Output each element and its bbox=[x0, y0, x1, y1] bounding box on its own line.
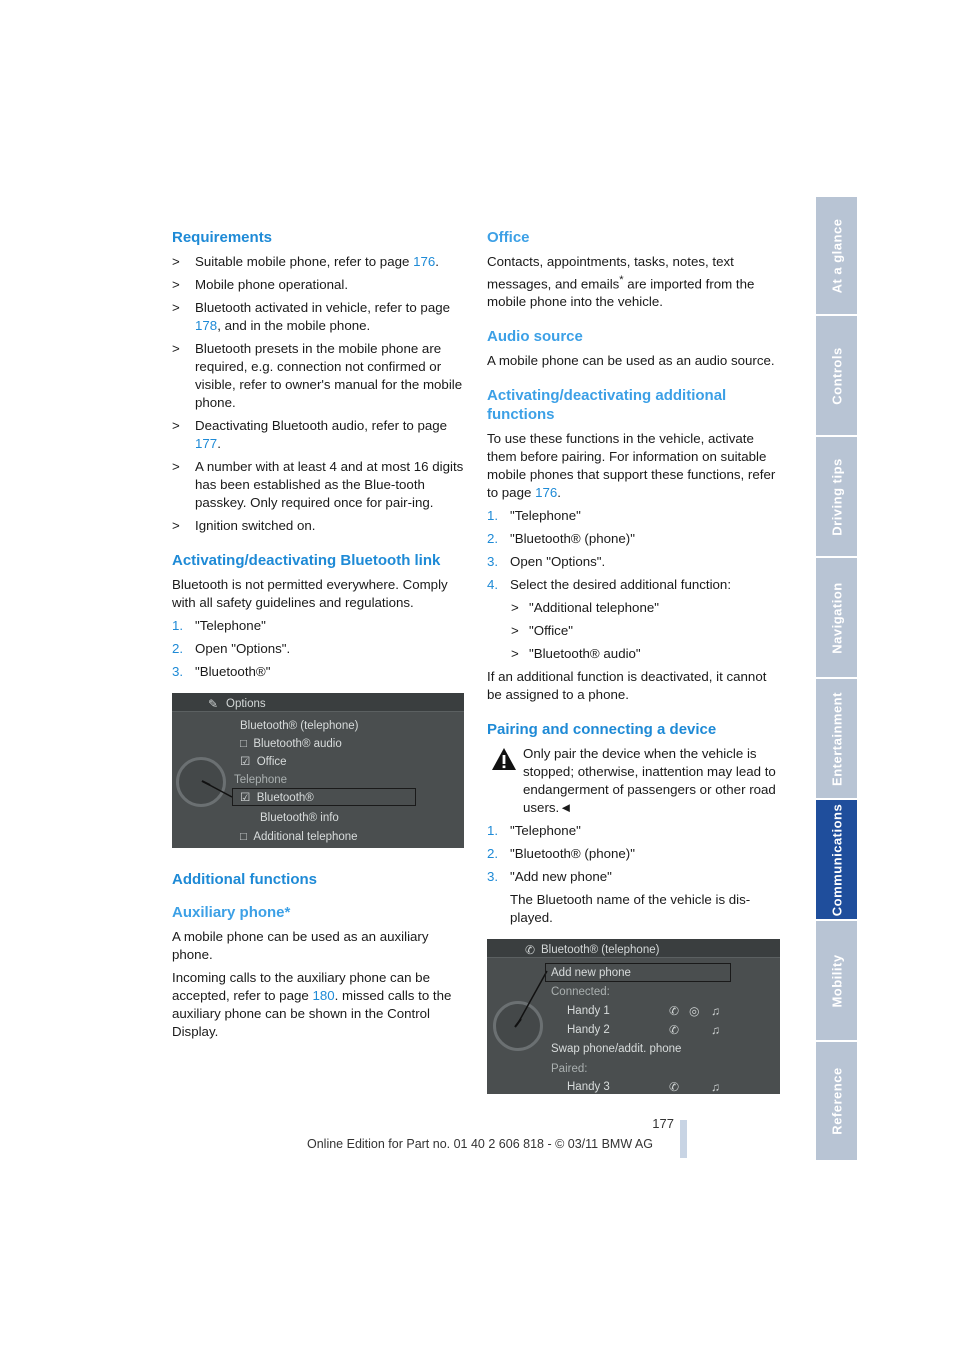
screen-header: ✆ Bluetooth® (telephone) bbox=[487, 939, 780, 958]
office-heading: Office bbox=[487, 229, 530, 246]
tab-reference[interactable]: Reference bbox=[816, 1042, 857, 1162]
sub-item: > "Office" bbox=[511, 623, 573, 639]
section-label: Telephone bbox=[234, 774, 288, 786]
chapter-sidebar bbox=[816, 197, 857, 1160]
menu-item: Add new phone bbox=[551, 967, 631, 980]
step-item: 3. "Bluetooth®" bbox=[172, 664, 271, 679]
step-item: 3. "Add new phone" bbox=[487, 869, 612, 885]
left-column bbox=[172, 228, 464, 1046]
activate-note: If an additional function is deactivated, it cannot be assigned to a phone. bbox=[487, 669, 767, 703]
screen-header: ✎ Options bbox=[172, 693, 464, 712]
device-item: Handy 3 bbox=[567, 1081, 610, 1094]
menu-item: Bluetooth® info bbox=[260, 812, 339, 824]
bluetooth-link-heading: Activating/deactivating Bluetooth link bbox=[172, 552, 441, 569]
page-link[interactable]: 177 bbox=[195, 436, 218, 451]
auxiliary-phone-heading: Auxiliary phone* bbox=[172, 904, 291, 921]
menu-item: Swap phone/addit. phone bbox=[551, 1043, 682, 1056]
list-item: > A number with at least 4 and at most 16 digits has been established as the Blue-tooth passkey. Only required once for pair-ing. bbox=[172, 459, 464, 510]
list-item: > Bluetooth presets in the mobile phone are required, e.g. connection not confirmed or visible, refer to owner's manual for the mobile phone. bbox=[172, 341, 463, 410]
sub-item: > "Additional telephone" bbox=[511, 600, 659, 616]
sub-item: > "Bluetooth® audio" bbox=[511, 646, 641, 662]
audio-source-text: A mobile phone can be used as an audio source. bbox=[487, 353, 775, 369]
step-item: 2. "Bluetooth® (phone)" bbox=[487, 531, 635, 547]
step-item: 1. "Telephone" bbox=[487, 823, 581, 839]
step-item: 2. Open "Options". bbox=[172, 641, 291, 656]
device-item: Handy 1 bbox=[567, 1005, 610, 1018]
list-item: > Ignition switched on. bbox=[172, 518, 316, 533]
tab-navigation[interactable]: Navigation bbox=[816, 558, 857, 679]
tab-communications[interactable]: Communications bbox=[816, 800, 857, 921]
activate-text: To use these functions in the vehicle, activate them before pairing. For information on suitable mobile phones that support these functions, refer to page 176. bbox=[487, 431, 776, 501]
step-item: 4. Select the desired additional function: bbox=[487, 577, 732, 593]
checkbox-item: □ Bluetooth® audio bbox=[240, 738, 342, 750]
additional-functions-heading: Additional functions bbox=[172, 871, 317, 888]
bluetooth-link-text: Bluetooth is not permitted everywhere. Comply with all safety guidelines and regulations. bbox=[172, 577, 448, 610]
checkbox-item: ☑ Office bbox=[240, 756, 287, 768]
list-item: > Mobile phone operational. bbox=[172, 277, 349, 292]
music-icon: ♫ bbox=[711, 1023, 720, 1038]
step-item: 1. "Telephone" bbox=[487, 508, 581, 524]
auxiliary-phone-text-2: Incoming calls to the auxiliary phone can be accepted, refer to page 180. missed calls to the auxiliary phone can be shown in the Control Display. bbox=[172, 970, 452, 1039]
device-item: Handy 2 bbox=[567, 1024, 610, 1037]
requirements-heading: Requirements bbox=[172, 229, 273, 246]
phone-icon: ✆ bbox=[669, 1023, 680, 1038]
list-item: > Suitable mobile phone, refer to page 176. bbox=[172, 254, 439, 269]
page-number: 177 bbox=[652, 1116, 674, 1131]
tab-controls[interactable]: Controls bbox=[816, 316, 857, 437]
tab-driving-tips[interactable]: Driving tips bbox=[816, 437, 857, 558]
warning-icon bbox=[491, 747, 517, 771]
page-link[interactable]: 176 bbox=[413, 254, 436, 269]
bluetooth-screenshot bbox=[487, 939, 780, 1094]
music-icon: ♫ bbox=[711, 1004, 720, 1019]
office-icon: ◎ bbox=[689, 1004, 700, 1019]
phone-icon: ✆ bbox=[669, 1004, 680, 1019]
menu-item: Bluetooth® (telephone) bbox=[240, 720, 359, 732]
section-label: Connected: bbox=[551, 986, 610, 999]
step-item: 1. "Telephone" bbox=[172, 618, 266, 633]
warning-note: Only pair the device when the vehicle is stopped; otherwise, inattention may lead to endangerment of passengers or other road users.◄ bbox=[487, 745, 779, 817]
audio-source-heading: Audio source bbox=[487, 328, 583, 346]
page-link[interactable]: 178 bbox=[195, 318, 218, 333]
list-item: > Deactivating Bluetooth audio, refer to page 177. bbox=[172, 418, 448, 451]
footer-text: Online Edition for Part no. 01 40 2 606 818 - © 03/11 BMW AG bbox=[307, 1137, 653, 1151]
step-item: 2. "Bluetooth® (phone)" bbox=[487, 846, 635, 862]
options-screenshot bbox=[172, 693, 464, 848]
pairing-heading: Pairing and connecting a device bbox=[487, 721, 717, 739]
page-link[interactable]: 176 bbox=[535, 485, 558, 501]
checkbox-item: □ Additional telephone bbox=[240, 831, 358, 843]
section-label: Paired: bbox=[551, 1063, 588, 1076]
phone-icon: ✆ bbox=[669, 1080, 680, 1095]
office-text: Contacts, appointments, tasks, notes, text messages, and emails* are imported from the mobile phone into the vehicle. bbox=[487, 254, 755, 310]
list-item: > Bluetooth activated in vehicle, refer to page 178, and in the mobile phone. bbox=[172, 300, 451, 333]
tab-mobility[interactable]: Mobility bbox=[816, 921, 857, 1042]
tab-at-a-glance[interactable]: At a glance bbox=[816, 197, 857, 316]
wrench-icon: ✎ bbox=[208, 697, 219, 711]
page-link[interactable]: 180 bbox=[312, 988, 335, 1003]
music-icon: ♫ bbox=[711, 1080, 720, 1095]
additional-functions-toggle-heading: Activating/deactivating additional functions bbox=[487, 387, 727, 424]
checkbox-item: ☑ Bluetooth® bbox=[240, 792, 314, 804]
auxiliary-phone-text: A mobile phone can be used as an auxiliary phone. bbox=[172, 929, 429, 962]
tab-entertainment[interactable]: Entertainment bbox=[816, 679, 857, 800]
phone-icon: ✆ bbox=[525, 943, 536, 958]
pairing-note: The Bluetooth name of the vehicle is dis-played. bbox=[510, 892, 751, 926]
step-item: 3. Open "Options". bbox=[487, 554, 606, 570]
right-column bbox=[487, 228, 779, 1094]
